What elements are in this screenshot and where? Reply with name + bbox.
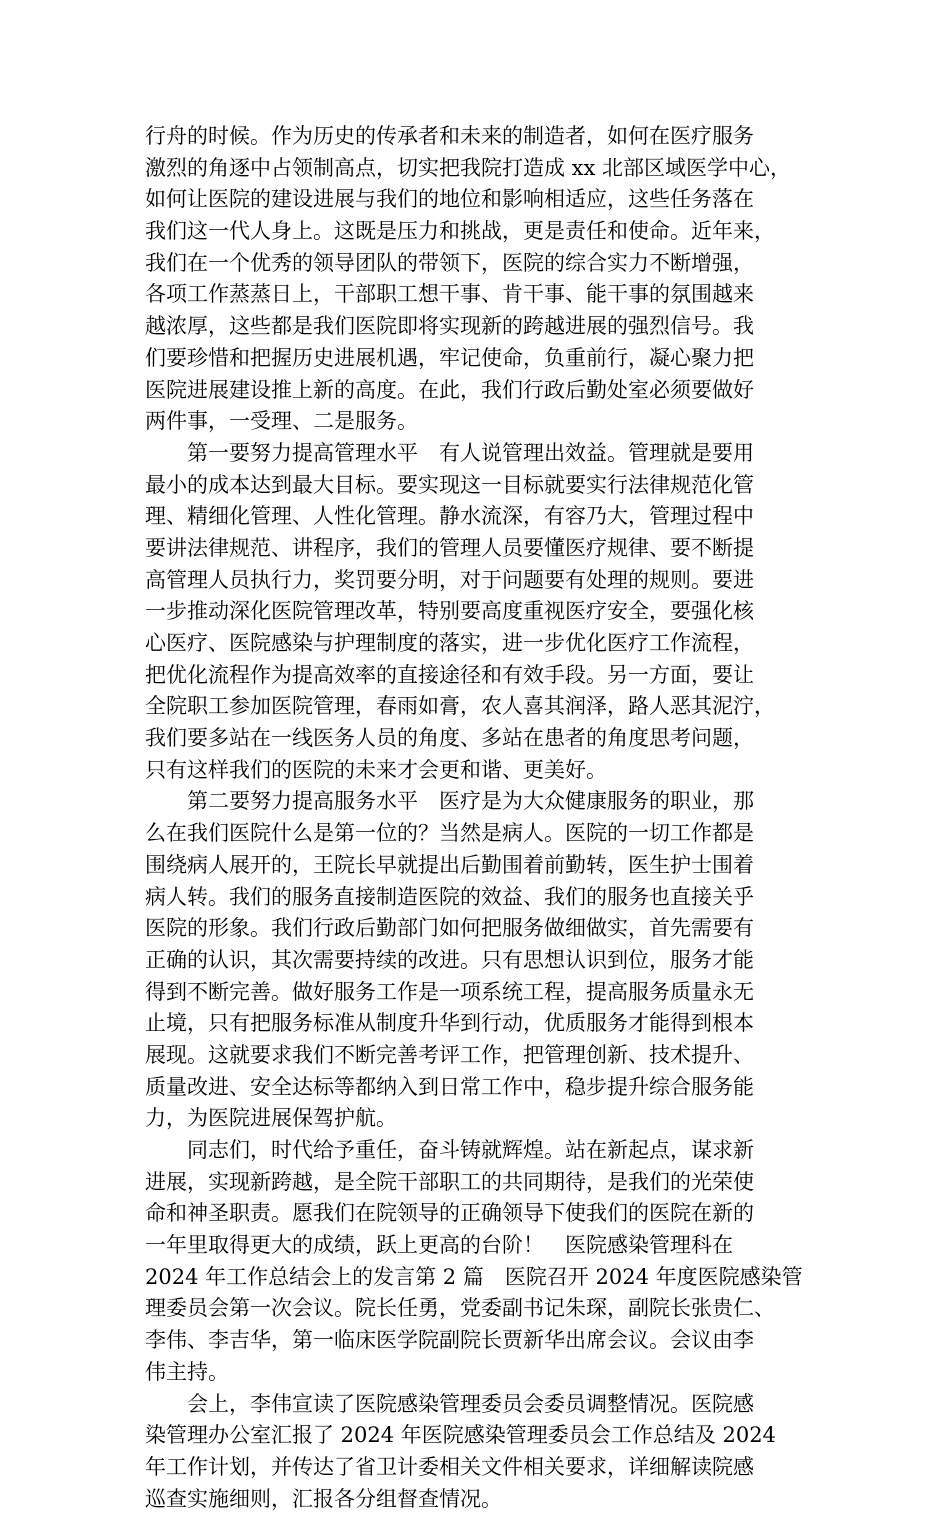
text-line: 正确的认识，其次需要持续的改进。只有思想认识到位，服务才能 xyxy=(145,947,754,972)
text-line: 得到不断完善。做好服务工作是一项系统工程，提高服务质量永无 xyxy=(145,979,754,1004)
text-line: 我们这一代人身上。这既是压力和挑战，更是责任和使命。近年来， xyxy=(145,219,775,244)
text-line: 力，为医院进展保驾护航。 xyxy=(145,1106,397,1131)
text-line: 第一要努力提高管理水平 有人说管理出效益。管理就是要用 xyxy=(145,440,754,465)
text-line: 同志们，时代给予重任，奋斗铸就辉煌。站在新起点，谋求新 xyxy=(145,1138,754,1162)
text-line: 年工作计划，并传达了省卫计委相关文件相关要求，详细解读院感 xyxy=(145,1454,754,1479)
text-line: 各项工作蒸蒸日上，干部职工想干事、肯干事、能干事的氛围越来 xyxy=(145,282,754,307)
text-line: 一年里取得更大的成绩，跃上更高的台阶！ 医院感染管理科在 xyxy=(145,1233,733,1258)
text-line: 如何让医院的建设进展与我们的地位和影响相适应，这些任务落在 xyxy=(145,187,754,212)
text-line: 展现。这就要求我们不断完善考评工作，把管理创新、技术提升、 xyxy=(145,1042,754,1067)
text-line: 要讲法律规范、讲程序，我们的管理人员要懂医疗规律、要不断提 xyxy=(145,535,754,560)
text-line: 一步推动深化医院管理改革，特别要高度重视医疗安全，要强化核 xyxy=(145,599,754,624)
text-line: 理、精细化管理、人性化管理。静水流深，有容乃大，管理过程中 xyxy=(145,504,754,529)
document-body xyxy=(145,121,835,1515)
text-line: 全院职工参加医院管理，春雨如膏，农人喜其润泽，路人恶其泥泞， xyxy=(145,694,775,719)
text-line: 我们要多站在一线医务人员的角度、多站在患者的角度思考问题， xyxy=(145,726,754,751)
text-line: 止境，只有把服务标准从制度升华到行动，优质服务才能得到根本 xyxy=(145,1011,754,1036)
text-line: 围绕病人展开的，王院长早就提出后勤围着前勤转，医生护士围着 xyxy=(145,852,754,877)
text-line: 心医疗、医院感染与护理制度的落实，进一步优化医疗工作流程， xyxy=(145,631,754,655)
text-line: 巡查实施细则，汇报各分组督查情况。 xyxy=(145,1486,502,1511)
text-line: 质量改进、安全达标等都纳入到日常工作中，稳步提升综合服务能 xyxy=(145,1074,754,1099)
text-line: 会上，李伟宣读了医院感染管理委员会委员调整情况。医院感 xyxy=(145,1391,754,1416)
text-line: 2024 年工作总结会上的发言第 2 篇 医院召开 2024 年度医院感染管 xyxy=(145,1264,803,1289)
text-line: 病人转。我们的服务直接制造医院的效益、我们的服务也直接关乎 xyxy=(145,884,754,909)
text-line: 医院的形象。我们行政后勤部门如何把服务做细做实，首先需要有 xyxy=(145,916,754,941)
text-line: 最小的成本达到最大目标。要实现这一目标就要实行法律规范化管 xyxy=(145,472,754,497)
text-line: 命和神圣职责。愿我们在院领导的正确领导下使我们的医院在新的 xyxy=(145,1201,754,1226)
text-line: 染管理办公室汇报了 2024 年医院感染管理委员会工作总结及 2024 xyxy=(145,1423,776,1448)
text-line: 把优化流程作为提高效率的直接途径和有效手段。另一方面，要让 xyxy=(145,662,754,687)
text-line: 么在我们医院什么是第一位的？当然是病人。医院的一切工作都是 xyxy=(145,821,754,846)
text-line: 越浓厚，这些都是我们医院即将实现新的跨越进展的强烈信号。我 xyxy=(145,314,754,339)
text-line: 两件事，一受理、二是服务。 xyxy=(145,409,418,434)
text-line: 理委员会第一次会议。院长任勇，党委副书记朱琛，副院长张贵仁、 xyxy=(145,1296,775,1321)
text-line: 第二要努力提高服务水平 医疗是为大众健康服务的职业，那 xyxy=(145,789,754,814)
text-line: 们要珍惜和把握历史进展机遇，牢记使命，负重前行，凝心聚力把 xyxy=(145,345,754,370)
text-line: 我们在一个优秀的领导团队的带领下，医院的综合实力不断增强， xyxy=(145,250,754,275)
text-line: 医院进展建设推上新的高度。在此，我们行政后勤处室必须要做好 xyxy=(145,377,754,402)
text-line: 只有这样我们的医院的未来才会更和谐、更美好。 xyxy=(145,757,607,782)
text-line: 李伟、李吉华，第一临床医学院副院长贾新华出席会议。会议由李 xyxy=(145,1328,754,1353)
text-line: 进展，实现新跨越，是全院干部职工的共同期待，是我们的光荣使 xyxy=(145,1169,754,1194)
text-line: 激烈的角逐中占领制高点，切实把我院打造成 xx 北部区域医学中心， xyxy=(145,155,792,180)
text-line: 伟主持。 xyxy=(145,1359,229,1384)
text-line: 行舟的时候。作为历史的传承者和未来的制造者，如何在医疗服务 xyxy=(145,124,754,148)
text-line: 高管理人员执行力，奖罚要分明，对于问题要有处理的规则。要进 xyxy=(145,567,754,592)
